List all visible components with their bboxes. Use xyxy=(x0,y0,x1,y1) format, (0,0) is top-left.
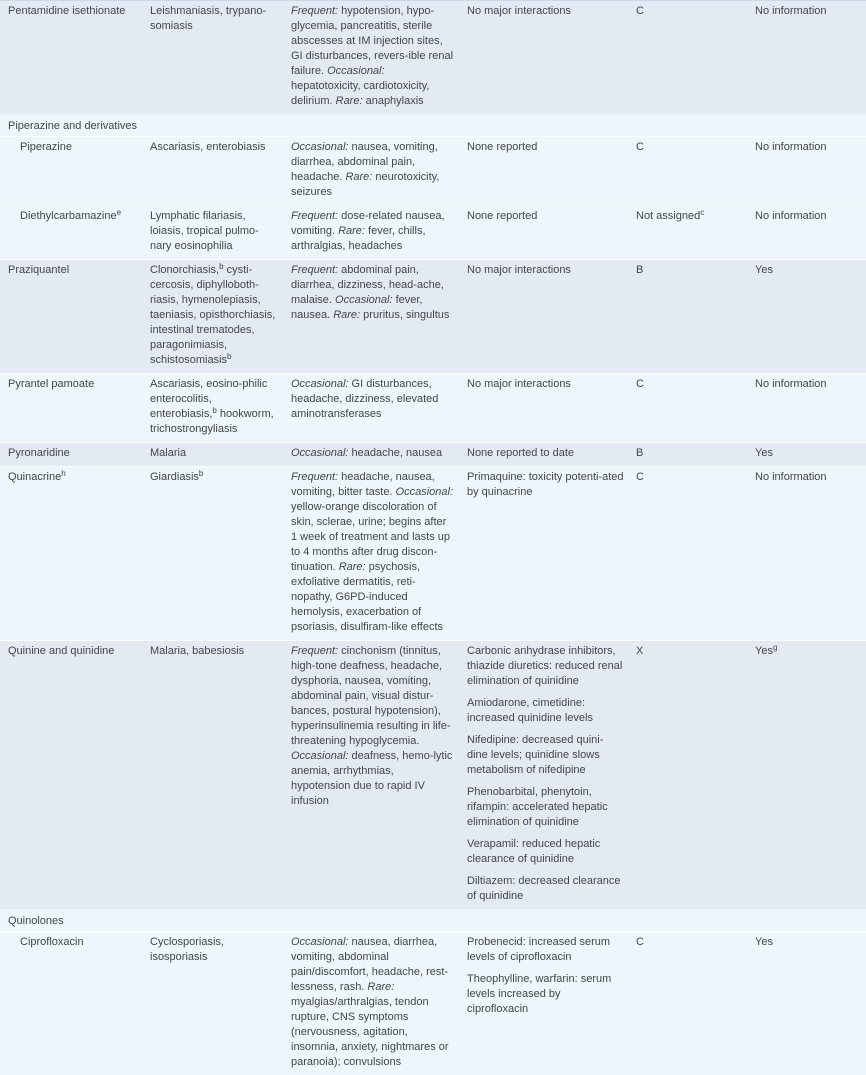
breastfeeding-cell xyxy=(755,935,866,1070)
text-segment: No information xyxy=(755,5,827,17)
adverse-effects-cell xyxy=(291,935,467,1070)
interaction-paragraph xyxy=(467,140,624,155)
interaction-paragraph xyxy=(467,935,624,965)
text-segment: Diltiazem: decreased clearance of quinidine xyxy=(467,875,621,902)
text-segment: Carbonic anhydrase inhibitors, thiazide diuretics: reduced renal elimination of quinidine xyxy=(467,645,623,687)
breastfeeding-cell xyxy=(755,263,866,368)
interaction-paragraph xyxy=(467,209,624,224)
breastfeeding-cell xyxy=(755,644,866,904)
text-segment: B xyxy=(636,264,644,276)
text-segment: fever, chills, arthralgias, headaches xyxy=(291,225,426,252)
text-segment: Yes xyxy=(755,447,773,459)
text-segment: No major interactions xyxy=(467,378,571,390)
text-segment: Quinolones xyxy=(8,915,64,927)
text-segment: No information xyxy=(755,378,827,390)
pregnancy-category-cell xyxy=(636,446,755,461)
indications-cell xyxy=(150,4,291,109)
indications-cell xyxy=(150,209,291,254)
text-segment: deafness, hemo-lytic anemia, arrhythmias, hypotension due to rapid IV infusion xyxy=(291,750,453,807)
table-row xyxy=(0,466,866,640)
text-segment: anaphylaxis xyxy=(362,95,424,107)
breastfeeding-cell xyxy=(755,377,866,437)
text-segment: None reported xyxy=(467,141,538,153)
text-segment: C xyxy=(636,378,644,390)
breastfeeding-cell xyxy=(755,140,866,200)
text-segment: Yes xyxy=(755,645,773,657)
text-segment: Pentamidine isethionate xyxy=(8,5,126,17)
interactions-cell xyxy=(467,263,636,368)
text-segment: cysti-cercosis, diphylloboth-riasis, hymenolepiasis, taeniasis, opisthorchiasis, intestinal trematodes, paragonimiasis, schistosomiasis xyxy=(150,264,276,366)
text-segment: No major interactions xyxy=(467,264,571,276)
text-segment: hepatotoxicity, cardiotoxicity, delirium. xyxy=(291,80,430,107)
pregnancy-category-cell xyxy=(636,935,755,1070)
pregnancy-category-cell xyxy=(636,644,755,904)
text-segment: Rare: xyxy=(333,309,361,321)
text-segment: GI disturbances, headache, dizziness, elevated aminotransferases xyxy=(291,378,439,420)
text-segment: cinchonism (tinnitus, high-tone deafness, headache, dysphoria, nausea, vomiting, abdominal pain, visual distur-bances, postural hypotension), hyperinsulinemia resulting in life-threatening hypoglycemia. xyxy=(291,645,451,747)
text-segment: Pyronaridine xyxy=(8,447,70,459)
indications-cell xyxy=(150,140,291,200)
interaction-paragraph xyxy=(467,470,624,500)
footnote-superscript: b xyxy=(219,262,224,271)
text-segment: Cyclosporiasis, isosporiasis xyxy=(150,936,224,963)
text-segment: Rare: xyxy=(335,95,363,107)
text-segment: Not assigned xyxy=(636,210,701,222)
text-segment: Rare: xyxy=(338,561,366,573)
text-segment: Amiodarone, cimetidine: increased quinidine levels xyxy=(467,697,593,724)
footnote-superscript: h xyxy=(61,469,66,478)
interactions-cell xyxy=(467,4,636,109)
text-segment: headache, nausea, vomiting, bitter taste. xyxy=(291,471,435,498)
breastfeeding-cell xyxy=(755,209,866,254)
text-segment: Pyrantel pamoate xyxy=(8,378,95,390)
interaction-paragraph xyxy=(467,377,624,392)
footnote-superscript: e xyxy=(116,208,122,217)
interactions-cell xyxy=(467,377,636,437)
text-segment: Ciprofloxacin xyxy=(20,936,84,948)
pregnancy-category-cell xyxy=(636,140,755,200)
text-segment: Occasional: xyxy=(291,141,349,153)
text-segment: Frequent: xyxy=(291,210,339,222)
adverse-effects-cell xyxy=(291,140,467,200)
adverse-effects-cell xyxy=(291,263,467,368)
table-row xyxy=(0,136,866,205)
table-row xyxy=(0,640,866,909)
text-segment: C xyxy=(636,141,644,153)
pregnancy-category-cell xyxy=(636,4,755,109)
drug-name-cell xyxy=(0,377,150,437)
interaction-paragraph xyxy=(467,733,624,778)
drug-name-cell xyxy=(0,4,150,109)
pregnancy-category-cell xyxy=(636,263,755,368)
interactions-cell xyxy=(467,935,636,1070)
indications-cell xyxy=(150,644,291,904)
indications-cell xyxy=(150,935,291,1070)
text-segment: Malaria, babesiosis xyxy=(150,645,245,657)
text-segment: Praziquantel xyxy=(8,264,70,276)
table-row xyxy=(0,442,866,466)
text-segment: Theophylline, warfarin: serum levels increased by ciprofloxacin xyxy=(467,973,612,1015)
table-row xyxy=(0,259,866,373)
adverse-effects-cell xyxy=(291,377,467,437)
pregnancy-category-cell xyxy=(636,209,755,254)
indications-cell xyxy=(150,446,291,461)
drug-name-cell xyxy=(0,446,150,461)
text-segment: Occasional: xyxy=(291,447,349,459)
text-segment: Nifedipine: decreased quini-dine levels; quinidine slows metabolism of nifedipine xyxy=(467,734,604,776)
text-segment: No information xyxy=(755,471,827,483)
text-segment: Frequent: xyxy=(291,471,339,483)
breastfeeding-cell xyxy=(755,470,866,635)
interaction-paragraph xyxy=(467,972,624,1017)
text-segment: No information xyxy=(755,141,827,153)
drug-name-cell xyxy=(0,935,150,1070)
interactions-cell xyxy=(467,140,636,200)
text-segment: Rare: xyxy=(338,225,365,237)
adverse-effects-cell xyxy=(291,470,467,635)
text-segment: abdominal pain, diarrhea, dizziness, head-ache, malaise. xyxy=(291,264,444,306)
text-segment: Rare: xyxy=(367,981,395,993)
interaction-paragraph xyxy=(467,644,624,689)
text-segment: C xyxy=(636,5,644,17)
footnote-superscript: c xyxy=(700,208,705,217)
text-segment: Yes xyxy=(755,264,773,276)
text-segment: X xyxy=(636,645,644,657)
text-segment: yellow-orange discoloration of skin, sclerae, urine; begins after 1 week of treatment and lasts up to 4 months after drug discon-tinuation. xyxy=(291,501,450,573)
indications-cell xyxy=(150,263,291,368)
text-segment: Frequent: xyxy=(291,645,339,657)
text-segment: Frequent: xyxy=(291,264,339,276)
text-segment: hypotension, hypo-glycemia, pancreatitis, sterile abscesses at IM injection sites, GI disturbances, revers-ible renal failure. xyxy=(291,5,454,77)
text-segment: psychosis, exfoliative dermatitis, reti-nopathy, G6PD-induced hemolysis, exacerbation of psoriasis, disulfiram-like effects xyxy=(291,561,444,633)
text-segment: Piperazine and derivatives xyxy=(8,120,138,132)
text-segment: Ascariasis, eosino-philic enterocolitis, enterobiasis, xyxy=(150,378,268,420)
footnote-superscript: g xyxy=(772,643,778,652)
drug-name-cell xyxy=(0,263,150,368)
text-segment: Frequent: xyxy=(291,5,339,17)
text-segment: Occasional: xyxy=(291,378,349,390)
interactions-cell xyxy=(467,470,636,635)
text-segment: B xyxy=(636,447,644,459)
interaction-paragraph xyxy=(467,4,624,19)
adverse-effects-cell xyxy=(291,209,467,254)
drug-name-cell xyxy=(0,644,150,904)
interaction-paragraph xyxy=(467,446,624,461)
text-segment: nausea, vomiting, diarrhea, abdominal pain, headache. xyxy=(291,141,438,183)
interaction-paragraph xyxy=(467,837,624,867)
text-segment: Lymphatic filariasis, loiasis, tropical pulmo-nary eosinophilia xyxy=(150,210,259,252)
text-segment: hookworm, trichostrongyliasis xyxy=(150,408,274,435)
table-row xyxy=(0,1,866,114)
text-segment: Phenobarbital, phenytoin, rifampin: accelerated hepatic elimination of quinidine xyxy=(467,786,608,828)
text-segment: Yes xyxy=(755,936,773,948)
text-segment: Verapamil: reduced hepatic clearance of quinidine xyxy=(467,838,601,865)
text-segment: Occasional: xyxy=(395,486,454,498)
footnote-superscript: b xyxy=(227,352,232,361)
text-segment: None reported to date xyxy=(467,447,575,459)
table-row xyxy=(0,373,866,442)
breastfeeding-cell xyxy=(755,446,866,461)
interaction-paragraph xyxy=(467,785,624,830)
text-segment: myalgias/arthralgias, tendon rupture, CNS symptoms (nervousness, agitation, insomnia, anxiety, nightmares or paranoia); convulsions xyxy=(291,996,449,1068)
text-segment: Malaria xyxy=(150,447,187,459)
text-segment: C xyxy=(636,471,644,483)
text-segment: neurotoxicity, seizures xyxy=(291,171,440,198)
text-segment: Occasional: xyxy=(335,294,393,306)
interactions-cell xyxy=(467,209,636,254)
interactions-cell xyxy=(467,446,636,461)
group-header-row xyxy=(0,114,866,136)
table-row xyxy=(0,205,866,259)
pregnancy-category-cell xyxy=(636,470,755,635)
adverse-effects-cell xyxy=(291,4,467,109)
text-segment: Occasional: xyxy=(291,936,349,948)
indications-cell xyxy=(150,377,291,437)
interactions-cell xyxy=(467,644,636,904)
adverse-effects-cell xyxy=(291,446,467,461)
text-segment: headache, nausea xyxy=(348,447,443,459)
text-segment: nausea, diarrhea, vomiting, abdominal pain/discomfort, headache, rest-lessness, rash. xyxy=(291,936,449,993)
footnote-superscript: b xyxy=(212,406,217,415)
text-segment: pruritus, singultus xyxy=(360,309,450,321)
text-segment: Probenecid: increased serum levels of ciprofloxacin xyxy=(467,936,611,963)
interaction-paragraph xyxy=(467,263,624,278)
drug-name-cell xyxy=(0,209,150,254)
text-segment: Rare: xyxy=(345,171,373,183)
group-header-label xyxy=(0,914,150,929)
text-segment: Occasional: xyxy=(291,750,349,762)
group-header-row xyxy=(0,909,866,931)
adverse-effects-cell xyxy=(291,644,467,904)
breastfeeding-cell xyxy=(755,4,866,109)
text-segment: Clonorchiasis, xyxy=(150,264,220,276)
drug-name-cell xyxy=(0,470,150,635)
text-segment: C xyxy=(636,936,644,948)
text-segment: Leishmaniasis, trypano-somiasis xyxy=(150,5,267,32)
group-header-label xyxy=(0,119,150,134)
indications-cell xyxy=(150,470,291,635)
text-segment: Giardiasis xyxy=(150,471,199,483)
text-segment: Diethylcarbamazine xyxy=(20,210,117,222)
text-segment: Ascariasis, enterobiasis xyxy=(150,141,266,153)
text-segment: No major interactions xyxy=(467,5,571,17)
text-segment: No information xyxy=(755,210,827,222)
text-segment: dose-related nausea, vomiting. xyxy=(291,210,445,237)
text-segment: Piperazine xyxy=(20,141,72,153)
text-segment: Quinacrine xyxy=(8,471,62,483)
text-segment: Quinine and quinidine xyxy=(8,645,115,657)
text-segment: Occasional: xyxy=(327,65,385,77)
footnote-superscript: b xyxy=(198,469,204,478)
text-segment: Primaquine: toxicity potenti-ated by quinacrine xyxy=(467,471,624,498)
interaction-paragraph xyxy=(467,696,624,726)
interaction-paragraph xyxy=(467,874,624,904)
table-row xyxy=(0,931,866,1075)
drug-name-cell xyxy=(0,140,150,200)
pregnancy-category-cell xyxy=(636,377,755,437)
text-segment: None reported xyxy=(467,210,538,222)
text-segment: fever, nausea. xyxy=(291,294,423,321)
